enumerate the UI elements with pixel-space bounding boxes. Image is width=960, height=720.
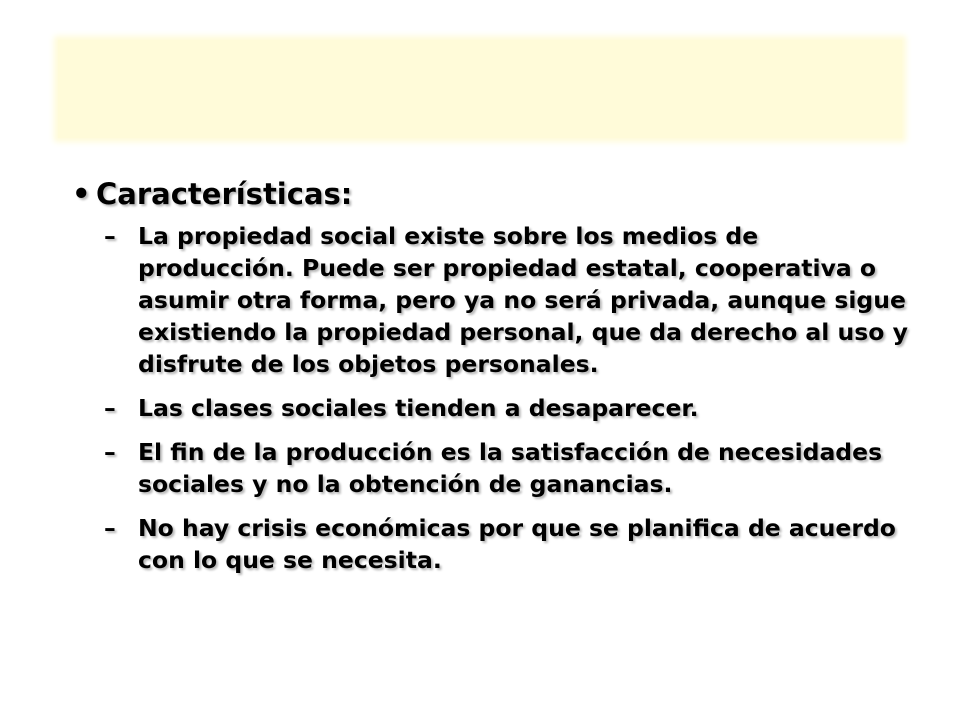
characteristics-list [72, 220, 912, 576]
dash-icon: – [104, 222, 116, 250]
title-placeholder-band [58, 40, 902, 138]
bullet-icon: • [72, 177, 91, 211]
list-item-text: La propiedad social existe sobre los medios de producción. Puede ser propiedad estatal, cooperativa o asumir otra forma, pero ya no será privada, aunque sigue existiendo la propiedad personal, que da derecho al uso y disfrute de los objetos personales. [138, 222, 908, 378]
list-item-text: El fin de la producción es la satisfacción de necesidades sociales y no la obtención de ganancias. [138, 438, 883, 498]
list-item-text: No hay crisis económicas por que se planifica de acuerdo con lo que se necesita. [138, 514, 896, 574]
slide-body [72, 176, 912, 588]
list-item [72, 512, 912, 576]
dash-icon: – [104, 514, 116, 542]
list-item [72, 436, 912, 500]
heading-bullet-item [72, 176, 912, 212]
list-item [72, 220, 912, 380]
dash-icon: – [104, 438, 116, 466]
list-item [72, 392, 912, 424]
heading-text: Características: [96, 177, 353, 211]
list-item-text: Las clases sociales tienden a desaparecer. [138, 394, 699, 422]
dash-icon: – [104, 394, 116, 422]
